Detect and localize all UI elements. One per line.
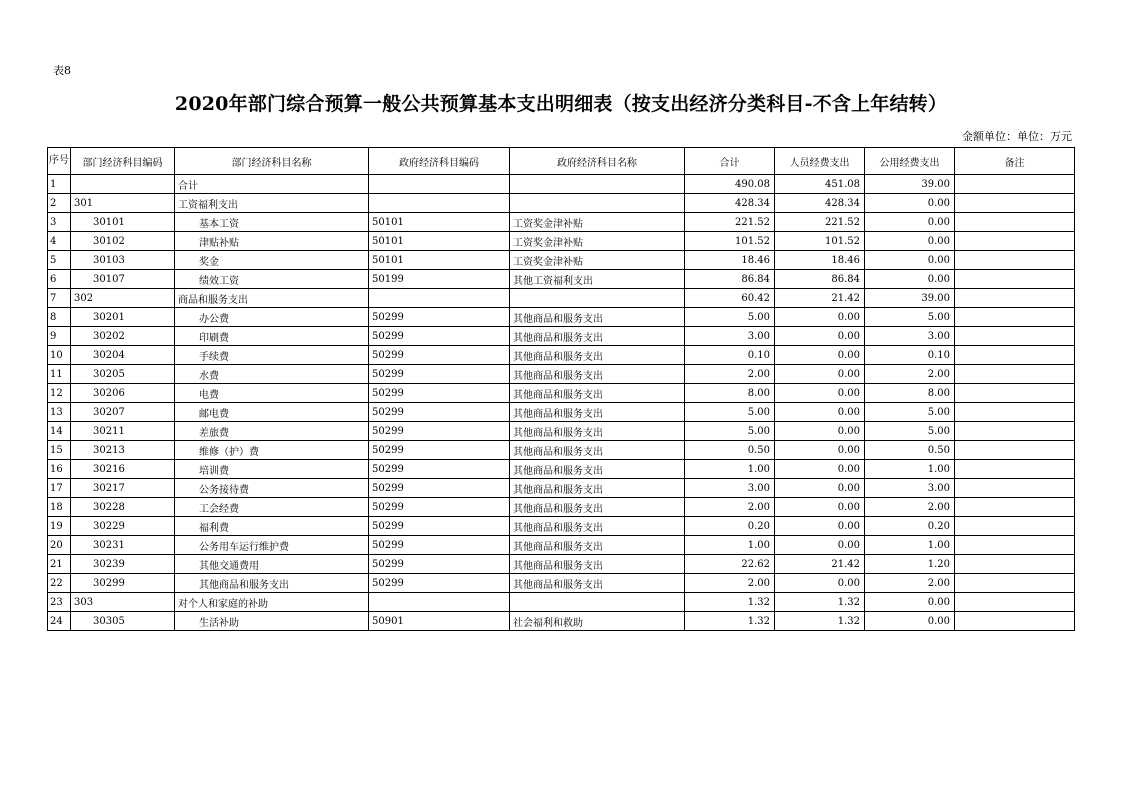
row-remark — [955, 194, 1075, 213]
row-dept-code: 30216 — [71, 460, 175, 479]
row-dept-name: 对个人和家庭的补助 — [175, 593, 369, 612]
table-row — [48, 175, 1075, 194]
row-total: 101.52 — [685, 232, 775, 251]
table-row — [48, 308, 1075, 327]
row-gov-code — [369, 289, 510, 308]
row-remark — [955, 251, 1075, 270]
row-gov-code: 50299 — [369, 498, 510, 517]
row-personnel: 0.00 — [775, 346, 865, 365]
row-remark — [955, 365, 1075, 384]
row-public: 2.00 — [865, 574, 955, 593]
row-dept-code: 30213 — [71, 441, 175, 460]
row-public: 1.20 — [865, 555, 955, 574]
row-seq: 14 — [48, 422, 71, 441]
row-public: 5.00 — [865, 308, 955, 327]
table-row — [48, 213, 1075, 232]
row-remark — [955, 574, 1075, 593]
table-row — [48, 327, 1075, 346]
row-seq: 13 — [48, 403, 71, 422]
row-personnel: 0.00 — [775, 517, 865, 536]
row-total: 221.52 — [685, 213, 775, 232]
row-total: 1.00 — [685, 536, 775, 555]
row-gov-name: 其他商品和服务支出 — [510, 384, 685, 403]
row-gov-code: 50901 — [369, 612, 510, 631]
row-gov-name: 其他商品和服务支出 — [510, 574, 685, 593]
row-personnel: 0.00 — [775, 498, 865, 517]
row-dept-code: 30101 — [71, 213, 175, 232]
row-gov-code: 50299 — [369, 308, 510, 327]
row-dept-name: 工资福利支出 — [175, 194, 369, 213]
row-dept-name: 公务用车运行维护费 — [175, 536, 369, 555]
row-gov-code: 50101 — [369, 213, 510, 232]
row-dept-name: 其他商品和服务支出 — [175, 574, 369, 593]
row-gov-name — [510, 593, 685, 612]
row-dept-name: 水费 — [175, 365, 369, 384]
row-personnel: 21.42 — [775, 555, 865, 574]
table-row — [48, 536, 1075, 555]
row-total: 490.08 — [685, 175, 775, 194]
budget-detail-table — [47, 147, 1075, 631]
row-total: 18.46 — [685, 251, 775, 270]
row-gov-code: 50299 — [369, 441, 510, 460]
table-row — [48, 555, 1075, 574]
row-gov-name: 其他商品和服务支出 — [510, 365, 685, 384]
row-gov-code: 50299 — [369, 403, 510, 422]
row-personnel: 1.32 — [775, 593, 865, 612]
row-gov-code — [369, 175, 510, 194]
row-seq: 21 — [48, 555, 71, 574]
row-personnel: 1.32 — [775, 612, 865, 631]
row-total: 86.84 — [685, 270, 775, 289]
row-gov-name: 工资奖金津补贴 — [510, 213, 685, 232]
row-dept-code: 30205 — [71, 365, 175, 384]
page-title: 2020年部门综合预算一般公共预算基本支出明细表（按支出经济分类科目-不含上年结转） — [174, 93, 948, 115]
row-dept-name: 办公费 — [175, 308, 369, 327]
amount-unit-label: 金额单位：单位：万元 — [962, 130, 1072, 143]
row-public: 39.00 — [865, 289, 955, 308]
row-dept-code: 30201 — [71, 308, 175, 327]
row-personnel: 86.84 — [775, 270, 865, 289]
row-personnel: 451.08 — [775, 175, 865, 194]
table-number-label: 表8 — [53, 64, 71, 77]
row-seq: 20 — [48, 536, 71, 555]
row-public: 0.00 — [865, 270, 955, 289]
row-total: 1.32 — [685, 593, 775, 612]
row-seq: 24 — [48, 612, 71, 631]
row-dept-code: 30103 — [71, 251, 175, 270]
row-dept-code: 30202 — [71, 327, 175, 346]
row-gov-name: 其他工资福利支出 — [510, 270, 685, 289]
row-dept-name: 印刷费 — [175, 327, 369, 346]
row-total: 428.34 — [685, 194, 775, 213]
row-gov-code — [369, 194, 510, 213]
row-remark — [955, 308, 1075, 327]
table-row — [48, 384, 1075, 403]
table-row — [48, 517, 1075, 536]
row-seq: 18 — [48, 498, 71, 517]
row-remark — [955, 175, 1075, 194]
row-gov-name: 其他商品和服务支出 — [510, 403, 685, 422]
row-personnel: 0.00 — [775, 422, 865, 441]
row-gov-code: 50299 — [369, 365, 510, 384]
row-gov-name — [510, 175, 685, 194]
row-personnel: 0.00 — [775, 574, 865, 593]
row-gov-name: 其他商品和服务支出 — [510, 460, 685, 479]
row-gov-name: 其他商品和服务支出 — [510, 327, 685, 346]
table-row — [48, 422, 1075, 441]
row-dept-name: 合计 — [175, 175, 369, 194]
header-dept-code: 部门经济科目编码 — [71, 148, 175, 175]
row-remark — [955, 232, 1075, 251]
row-dept-code: 30239 — [71, 555, 175, 574]
row-gov-name — [510, 289, 685, 308]
row-public: 0.00 — [865, 593, 955, 612]
row-dept-code: 30217 — [71, 479, 175, 498]
row-gov-code: 50299 — [369, 574, 510, 593]
row-gov-code: 50101 — [369, 232, 510, 251]
row-personnel: 0.00 — [775, 536, 865, 555]
row-dept-name: 福利费 — [175, 517, 369, 536]
row-gov-code: 50299 — [369, 460, 510, 479]
header-gov-code: 政府经济科目编码 — [369, 148, 510, 175]
table-row — [48, 612, 1075, 631]
row-gov-name: 其他商品和服务支出 — [510, 517, 685, 536]
row-gov-name: 其他商品和服务支出 — [510, 346, 685, 365]
table-row — [48, 460, 1075, 479]
row-dept-code — [71, 175, 175, 194]
row-dept-name: 维修（护）费 — [175, 441, 369, 460]
row-personnel: 21.42 — [775, 289, 865, 308]
row-public: 1.00 — [865, 536, 955, 555]
row-gov-name: 其他商品和服务支出 — [510, 498, 685, 517]
row-personnel: 0.00 — [775, 308, 865, 327]
row-gov-name: 工资奖金津补贴 — [510, 251, 685, 270]
row-remark — [955, 270, 1075, 289]
row-gov-code: 50299 — [369, 517, 510, 536]
row-gov-code: 50299 — [369, 422, 510, 441]
row-gov-name: 工资奖金津补贴 — [510, 232, 685, 251]
row-public: 0.00 — [865, 194, 955, 213]
row-personnel: 101.52 — [775, 232, 865, 251]
row-remark — [955, 612, 1075, 631]
row-dept-name: 邮电费 — [175, 403, 369, 422]
row-public: 0.50 — [865, 441, 955, 460]
row-dept-code: 30228 — [71, 498, 175, 517]
row-public: 2.00 — [865, 365, 955, 384]
row-remark — [955, 536, 1075, 555]
row-seq: 22 — [48, 574, 71, 593]
row-personnel: 0.00 — [775, 384, 865, 403]
row-total: 1.32 — [685, 612, 775, 631]
table-header-row — [48, 148, 1075, 175]
row-remark — [955, 441, 1075, 460]
row-public: 0.00 — [865, 213, 955, 232]
header-personnel: 人员经费支出 — [775, 148, 865, 175]
table-row — [48, 346, 1075, 365]
row-public: 5.00 — [865, 403, 955, 422]
row-seq: 9 — [48, 327, 71, 346]
row-total: 8.00 — [685, 384, 775, 403]
row-dept-code: 30102 — [71, 232, 175, 251]
row-total: 0.20 — [685, 517, 775, 536]
row-public: 2.00 — [865, 498, 955, 517]
table-row — [48, 289, 1075, 308]
row-dept-name: 生活补助 — [175, 612, 369, 631]
row-seq: 11 — [48, 365, 71, 384]
row-remark — [955, 517, 1075, 536]
row-remark — [955, 289, 1075, 308]
row-dept-code: 30305 — [71, 612, 175, 631]
row-gov-name: 社会福利和救助 — [510, 612, 685, 631]
row-dept-name: 奖金 — [175, 251, 369, 270]
row-personnel: 18.46 — [775, 251, 865, 270]
table-row — [48, 479, 1075, 498]
row-gov-code: 50299 — [369, 555, 510, 574]
row-dept-name: 绩效工资 — [175, 270, 369, 289]
row-seq: 10 — [48, 346, 71, 365]
row-total: 22.62 — [685, 555, 775, 574]
row-dept-name: 商品和服务支出 — [175, 289, 369, 308]
row-personnel: 0.00 — [775, 403, 865, 422]
row-total: 60.42 — [685, 289, 775, 308]
row-dept-name: 津贴补贴 — [175, 232, 369, 251]
row-seq: 17 — [48, 479, 71, 498]
row-dept-name: 培训费 — [175, 460, 369, 479]
row-personnel: 0.00 — [775, 365, 865, 384]
row-dept-code: 303 — [71, 593, 175, 612]
row-personnel: 0.00 — [775, 460, 865, 479]
header-dept-name: 部门经济科目名称 — [175, 148, 369, 175]
header-remark: 备注 — [955, 148, 1075, 175]
row-dept-code: 30229 — [71, 517, 175, 536]
row-total: 2.00 — [685, 365, 775, 384]
row-gov-name: 其他商品和服务支出 — [510, 308, 685, 327]
header-total: 合计 — [685, 148, 775, 175]
header-gov-name: 政府经济科目名称 — [510, 148, 685, 175]
row-gov-name: 其他商品和服务支出 — [510, 422, 685, 441]
row-total: 2.00 — [685, 574, 775, 593]
row-seq: 16 — [48, 460, 71, 479]
table-row — [48, 365, 1075, 384]
row-gov-name — [510, 194, 685, 213]
row-dept-code: 30204 — [71, 346, 175, 365]
row-gov-name: 其他商品和服务支出 — [510, 441, 685, 460]
row-dept-code: 30206 — [71, 384, 175, 403]
row-dept-name: 电费 — [175, 384, 369, 403]
row-gov-code: 50299 — [369, 384, 510, 403]
row-personnel: 428.34 — [775, 194, 865, 213]
row-gov-code: 50299 — [369, 346, 510, 365]
table-row — [48, 403, 1075, 422]
row-seq: 4 — [48, 232, 71, 251]
row-seq: 6 — [48, 270, 71, 289]
row-public: 0.00 — [865, 232, 955, 251]
row-public: 8.00 — [865, 384, 955, 403]
row-dept-name: 差旅费 — [175, 422, 369, 441]
row-public: 0.10 — [865, 346, 955, 365]
row-public: 0.20 — [865, 517, 955, 536]
row-gov-code: 50299 — [369, 479, 510, 498]
row-dept-name: 公务接待费 — [175, 479, 369, 498]
table-row — [48, 232, 1075, 251]
row-remark — [955, 346, 1075, 365]
row-dept-code: 301 — [71, 194, 175, 213]
row-total: 0.50 — [685, 441, 775, 460]
row-gov-code: 50299 — [369, 327, 510, 346]
header-seq: 序号 — [48, 148, 71, 175]
row-remark — [955, 327, 1075, 346]
row-personnel: 0.00 — [775, 327, 865, 346]
row-seq: 19 — [48, 517, 71, 536]
row-dept-name: 工会经费 — [175, 498, 369, 517]
table-row — [48, 441, 1075, 460]
row-total: 5.00 — [685, 422, 775, 441]
row-seq: 2 — [48, 194, 71, 213]
row-seq: 1 — [48, 175, 71, 194]
row-total: 5.00 — [685, 308, 775, 327]
row-public: 3.00 — [865, 327, 955, 346]
row-gov-name: 其他商品和服务支出 — [510, 479, 685, 498]
row-seq: 23 — [48, 593, 71, 612]
row-public: 0.00 — [865, 612, 955, 631]
table-row — [48, 574, 1075, 593]
table-row — [48, 194, 1075, 213]
row-remark — [955, 213, 1075, 232]
table-row — [48, 593, 1075, 612]
row-remark — [955, 479, 1075, 498]
row-seq: 7 — [48, 289, 71, 308]
row-personnel: 0.00 — [775, 479, 865, 498]
table-row — [48, 270, 1075, 289]
row-personnel: 221.52 — [775, 213, 865, 232]
row-public: 0.00 — [865, 251, 955, 270]
row-dept-code: 30299 — [71, 574, 175, 593]
row-personnel: 0.00 — [775, 441, 865, 460]
row-dept-name: 手续费 — [175, 346, 369, 365]
row-gov-name: 其他商品和服务支出 — [510, 555, 685, 574]
header-public: 公用经费支出 — [865, 148, 955, 175]
row-remark — [955, 498, 1075, 517]
row-public: 1.00 — [865, 460, 955, 479]
row-public: 39.00 — [865, 175, 955, 194]
row-gov-code: 50101 — [369, 251, 510, 270]
row-total: 1.00 — [685, 460, 775, 479]
row-public: 3.00 — [865, 479, 955, 498]
table-row — [48, 498, 1075, 517]
row-remark — [955, 422, 1075, 441]
row-seq: 3 — [48, 213, 71, 232]
row-dept-name: 基本工资 — [175, 213, 369, 232]
row-seq: 12 — [48, 384, 71, 403]
row-remark — [955, 460, 1075, 479]
row-seq: 15 — [48, 441, 71, 460]
row-total: 3.00 — [685, 479, 775, 498]
row-total: 0.10 — [685, 346, 775, 365]
row-seq: 8 — [48, 308, 71, 327]
row-dept-code: 30211 — [71, 422, 175, 441]
row-seq: 5 — [48, 251, 71, 270]
row-gov-code — [369, 593, 510, 612]
row-dept-code: 30207 — [71, 403, 175, 422]
row-remark — [955, 593, 1075, 612]
row-remark — [955, 403, 1075, 422]
row-gov-name: 其他商品和服务支出 — [510, 536, 685, 555]
row-total: 3.00 — [685, 327, 775, 346]
row-total: 5.00 — [685, 403, 775, 422]
row-dept-name: 其他交通费用 — [175, 555, 369, 574]
row-public: 5.00 — [865, 422, 955, 441]
table-row — [48, 251, 1075, 270]
row-total: 2.00 — [685, 498, 775, 517]
row-gov-code: 50299 — [369, 536, 510, 555]
row-dept-code: 30107 — [71, 270, 175, 289]
row-remark — [955, 384, 1075, 403]
row-remark — [955, 555, 1075, 574]
row-gov-code: 50199 — [369, 270, 510, 289]
row-dept-code: 30231 — [71, 536, 175, 555]
row-dept-code: 302 — [71, 289, 175, 308]
